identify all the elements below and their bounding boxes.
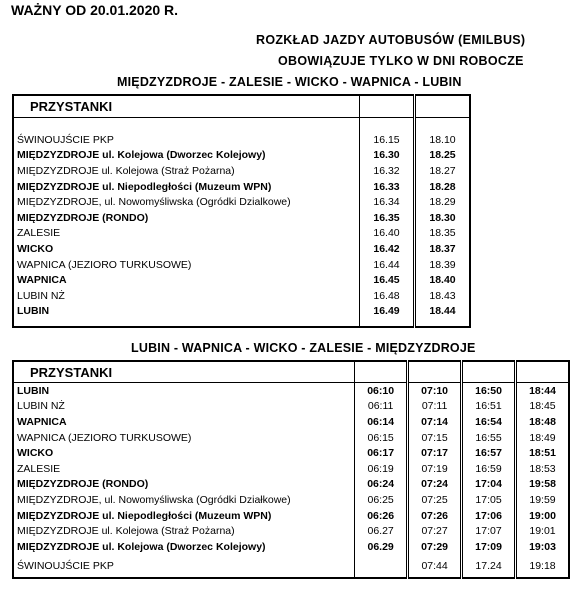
table-row: WICKO 06:17 07:17 16:57 18:51 bbox=[13, 445, 569, 461]
route1-timetable bbox=[12, 94, 471, 328]
table-row: MIĘDZYZDROJE (RONDO) 06:24 07:24 17:04 19:58 bbox=[13, 477, 569, 493]
table-row: MIĘDZYZDROJE ul. Kolejowa (Straż Pożarna) 16.32 18.27 bbox=[13, 163, 470, 179]
table-row: WAPNICA 16.45 18.40 bbox=[13, 272, 470, 288]
title-line-2: OBOWIĄZUJE TYLKO W DNI ROBOCZE bbox=[278, 54, 524, 68]
table-row: MIĘDZYZDROJE (RONDO) 16.35 18.30 bbox=[13, 210, 470, 226]
table-row: LUBIN 16.49 18.44 bbox=[13, 304, 470, 320]
table-row: MIĘDZYZDROJE, ul. Nowomyśliwska (Ogródki Działkowe) 06:25 07:25 17:05 19:59 bbox=[13, 492, 569, 508]
title-line-1: ROZKŁAD JAZDY AUTOBUSÓW (EMILBUS) bbox=[256, 33, 526, 47]
table-row: LUBIN NŻ 06:11 07:11 16:51 18:45 bbox=[13, 399, 569, 415]
table-row: LUBIN 06:10 07:10 16:50 18:44 bbox=[13, 383, 569, 399]
table-row: MIĘDZYZDROJE ul. Niepodległości (Muzeum WPN) 16.33 18.28 bbox=[13, 179, 470, 195]
route2-name: LUBIN - WAPNICA - WICKO - ZALESIE - MIĘDZYZDROJE bbox=[131, 341, 476, 355]
table-row: WAPNICA 06:14 07:14 16:54 18:48 bbox=[13, 414, 569, 430]
table-row: MIĘDZYZDROJE ul. Kolejowa (Dworzec Kolejowy) 06.29 07:29 17:09 19:03 bbox=[13, 539, 569, 555]
table-row: LUBIN NŻ 16.48 18.43 bbox=[13, 288, 470, 304]
table-row: WICKO 16.42 18.37 bbox=[13, 241, 470, 257]
route2-header: PRZYSTANKI bbox=[13, 361, 355, 383]
route1-header: PRZYSTANKI bbox=[13, 95, 360, 118]
table-row: WAPNICA (JEZIORO TURKUSOWE) 06:15 07:15 16:55 18:49 bbox=[13, 430, 569, 446]
table-row: ZALESIE 06:19 07:19 16:59 18:53 bbox=[13, 461, 569, 477]
table-row: WAPNICA (JEZIORO TURKUSOWE) 16.44 18.39 bbox=[13, 257, 470, 273]
table-row: MIĘDZYZDROJE, ul. Nowomyśliwska (Ogródki Dzialkowe) 16.34 18.29 bbox=[13, 194, 470, 210]
table-row: ŚWINOUJŚCIE PKP 16.15 18.10 bbox=[13, 132, 470, 148]
table-row: MIĘDZYZDROJE ul. Niepodległości (Muzeum WPN) 06:26 07:26 17:06 19:00 bbox=[13, 508, 569, 524]
table-row: MIĘDZYZDROJE ul. Kolejowa (Dworzec Kolejowy) 16.30 18.25 bbox=[13, 148, 470, 164]
table-row: ŚWINOUJŚCIE PKP 07:44 17.24 19:18 bbox=[13, 555, 569, 578]
route1-name: MIĘDZYZDROJE - ZALESIE - WICKO - WAPNICA - LUBIN bbox=[117, 75, 462, 89]
valid-from: WAŻNY OD 20.01.2020 R. bbox=[11, 2, 179, 18]
table-row: MIĘDZYZDROJE ul. Kolejowa (Straż Pożarna) 06.27 07:27 17:07 19:01 bbox=[13, 523, 569, 539]
route2-timetable bbox=[12, 360, 570, 579]
table-row: ZALESIE 16.40 18.35 bbox=[13, 226, 470, 242]
